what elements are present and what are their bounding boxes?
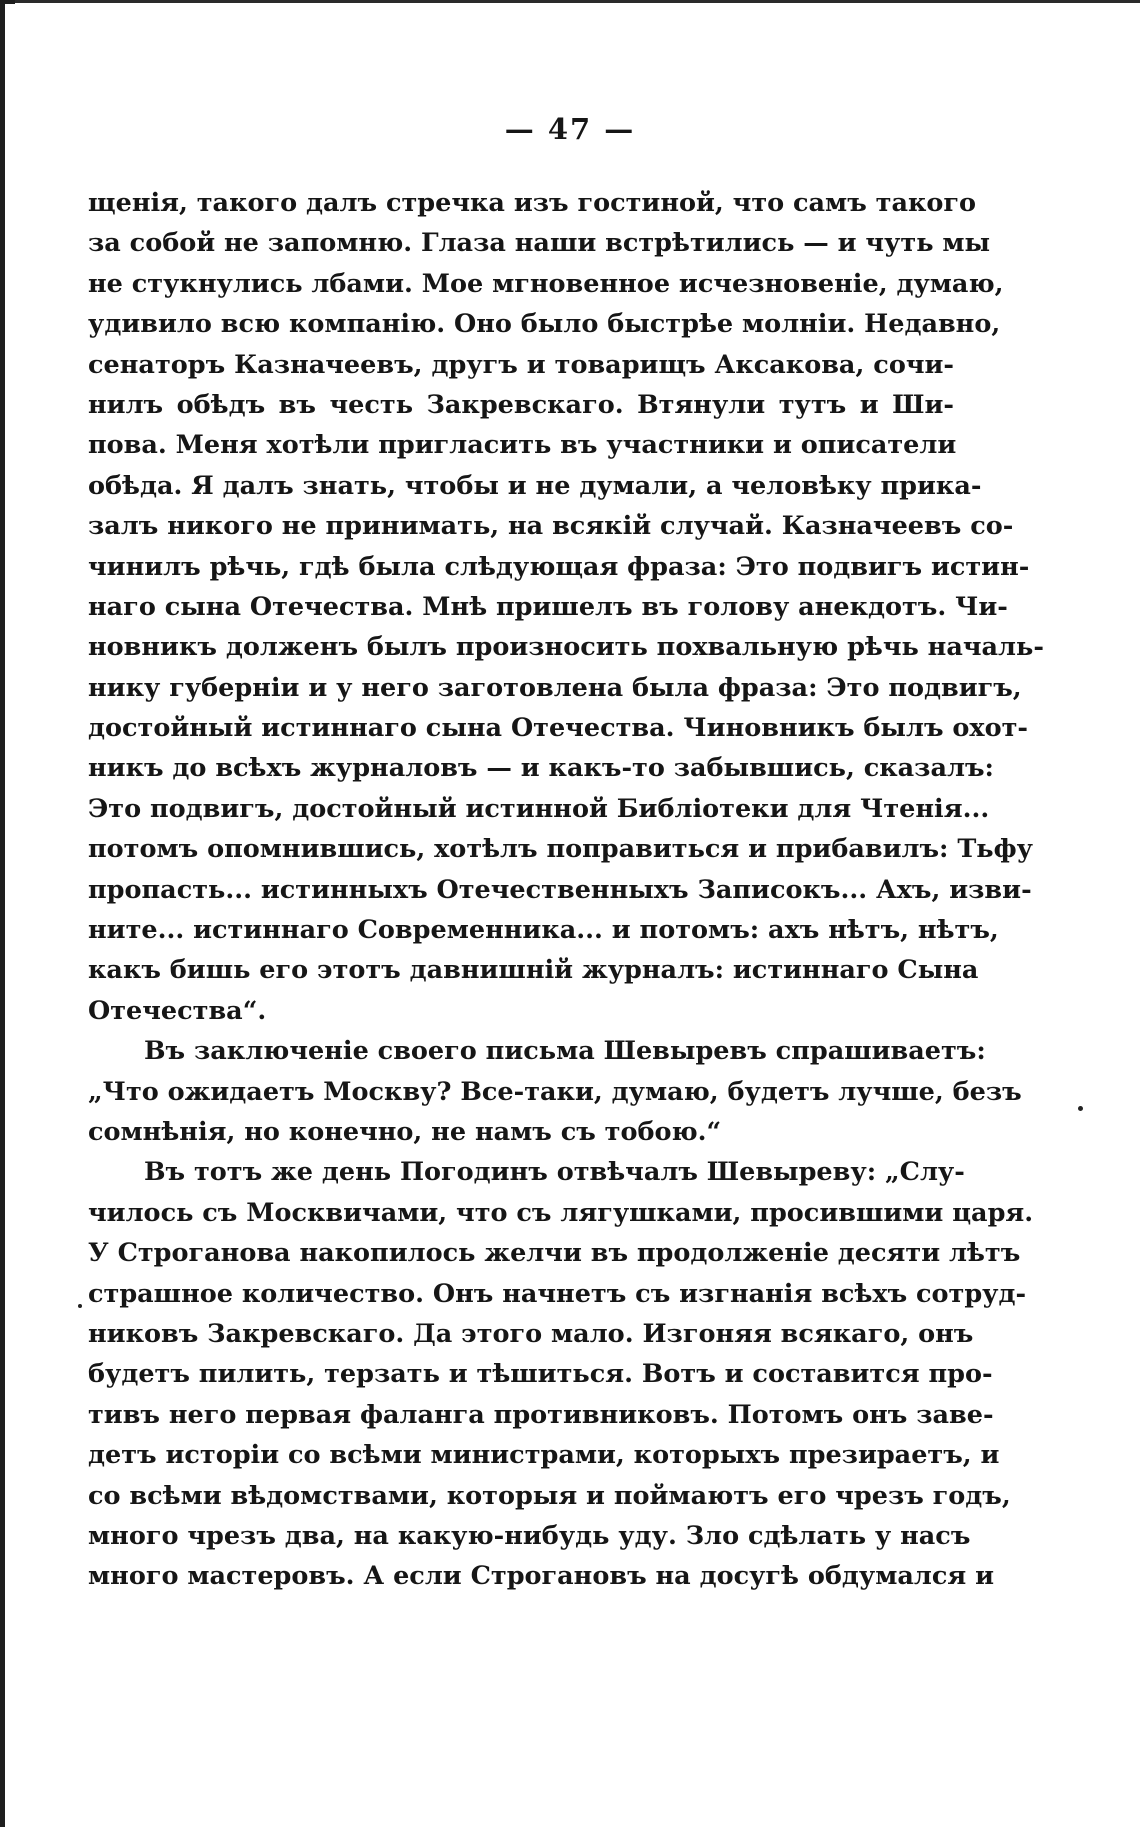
text-line: достойный истиннаго сына Отечества. Чиновникъ былъ охот- <box>88 713 1029 744</box>
text-line: сенаторъ Казначеевъ, другъ и товарищъ Аксакова, сочи- <box>88 349 954 380</box>
text-line: никъ до всѣхъ журналовъ — и какъ-то забывшись, сказалъ: <box>88 753 994 784</box>
text-line: пова. Меня хотѣли пригласить въ участники и описатели <box>88 430 957 461</box>
page-number: — 47 — <box>504 112 636 146</box>
text-line: пропасть... истинныхъ Отечественныхъ Записокъ... Ахъ, изви- <box>88 874 1032 905</box>
text-line: будетъ пилить, терзать и тѣшиться. Вотъ и составится про- <box>88 1359 993 1390</box>
text-line: Въ тотъ же день Погодинъ отвѣчалъ Шевыреву: „Слу- <box>144 1157 965 1188</box>
scan-edge-top <box>0 0 1140 3</box>
text-line: Отечества“. <box>88 995 267 1026</box>
text-line: за собой не запомню. Глаза наши встрѣтились — и чуть мы <box>88 228 991 259</box>
text-line: страшное количество. Онъ начнетъ съ изгнанія всѣхъ сотруд- <box>88 1278 1027 1309</box>
text-line: нилъ обѣдъ въ честь Закревскаго. Втянули тутъ и Ши- <box>88 389 954 420</box>
scan-speck <box>1078 1106 1083 1111</box>
text-line: много мастеровъ. А если Строгановъ на досугѣ обдумался и <box>88 1561 995 1592</box>
text-line: Это подвигъ, достойный истинной Библіотеки для Чтенія... <box>88 793 990 824</box>
text-line: удивило всю компанію. Оно было быстрѣе молніи. Недавно, <box>88 309 1001 340</box>
text-line: нику губерніи и у него заготовлена была фраза: Это подвигъ, <box>88 672 1022 703</box>
text-line: какъ бишь его этотъ давнишній журналъ: истиннаго Сына <box>88 955 979 986</box>
text-line: со всѣми вѣдомствами, которыя и поймаютъ его чрезъ годъ, <box>88 1480 1011 1511</box>
scan-edge-mark <box>5 0 15 4</box>
text-line: потомъ опомнившись, хотѣлъ поправиться и прибавилъ: Тьфу <box>88 834 1033 865</box>
text-line: чилось съ Москвичами, что съ лягушками, просившими царя. <box>88 1197 1034 1228</box>
text-line: ните... истиннаго Современника... и потомъ: ахъ нѣтъ, нѣтъ, <box>88 915 999 946</box>
scan-speck <box>78 1304 82 1308</box>
text-line: никовъ Закревскаго. Да этого мало. Изгоняя всякаго, онъ <box>88 1318 974 1349</box>
text-line: наго сына Отечества. Мнѣ пришелъ въ голову анекдотъ. Чи- <box>88 591 1008 622</box>
text-line: щенія, такого далъ стречка изъ гостиной, что самъ такого <box>88 188 977 218</box>
text-line: тивъ него первая фаланга противниковъ. Потомъ онъ заве- <box>88 1399 994 1430</box>
scan-edge-left <box>0 0 5 1827</box>
text-line: Въ заключеніе своего письма Шевыревъ спрашиваетъ: <box>144 1036 986 1067</box>
text-line: „Что ожидаетъ Москву? Все-таки, думаю, будетъ лучше, безъ <box>88 1076 1022 1107</box>
text-line: чинилъ рѣчь, гдѣ была слѣдующая фраза: Это подвигъ истин- <box>88 551 1030 582</box>
text-line: детъ исторіи со всѣми министрами, которыхъ презираетъ, и <box>88 1440 1000 1471</box>
text-line: сомнѣнія, но конечно, не намъ съ тобою.“ <box>88 1116 722 1147</box>
text-line: много чрезъ два, на какую-нибудь уду. Зло сдѣлать у насъ <box>88 1520 971 1551</box>
text-line: залъ никого не принимать, на всякій случай. Казначеевъ со- <box>88 511 1014 542</box>
text-line: не стукнулись лбами. Мое мгновенное исчезновеніе, думаю, <box>88 268 1004 299</box>
text-line: обѣда. Я далъ знать, чтобы и не думали, а человѣку прика- <box>88 470 982 501</box>
body-text <box>88 183 1044 1597</box>
text-line: У Строганова накопилось желчи въ продолженіе десяти лѣтъ <box>88 1238 1021 1269</box>
text-line: новникъ долженъ былъ произносить похвальную рѣчь началь- <box>88 632 1044 663</box>
